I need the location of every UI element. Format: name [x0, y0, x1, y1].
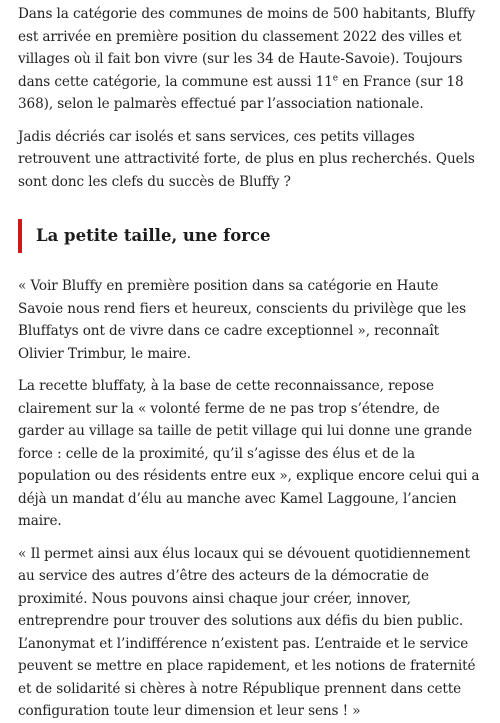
paragraph-villages: Jadis décriés car isolés et sans services, ces petits villages retrouvent une attractivité forte, de plus en plus recherchés. Quels sont donc les clefs du succès de Bluffy ? [18, 128, 475, 190]
section-heading [18, 219, 486, 253]
paragraph-recipe: La recette bluffaty, à la base de cette reconnaissance, repose clairement sur la « volonté ferme de ne pas trop s’étendre, de garder au village sa taille de petit village qui lui donne une grande force : celle de la proximité, qu’il s’agisse des élus et de la population ou des résidents entre eux », explique encore celui qui a déjà un mandat d’élu au manche avec Kamel Laggoune, l’ancien maire. [18, 378, 480, 529]
ordinal-suffix: e [332, 72, 338, 83]
paragraph-quote-democracy: « Il permet ainsi aux élus locaux qui se dévouent quotidiennement au service des autres d’être des acteurs de la démocratie de proximité. Nous pouvons ainsi chaque jour créer, innover, entreprendre pour trouver des solutions aux défis du bien public. L’anonymat et l’indifférence n’existent pas. L’entraide et le service peuvent se mettre en place rapidement, et les notions de fraternité et de solidarité si chères à notre République prennent dans cette configuration toute leur dimension et leur sens ! » [18, 545, 476, 719]
paragraph-quote-mayor: « Voir Bluffy en première position dans sa catégorie en Haute Savoie nous rend fiers et heureux, conscients du privilège que les Bluffatys ont de vivre dans ce cadre exceptionnel », reconnaît Olivier Trimbur, le maire. [18, 278, 466, 362]
heading-accent-bar [18, 219, 22, 253]
section-title: La petite taille, une force [36, 226, 271, 245]
intro-text-end: en France (sur 18 368), selon le palmarès effectué par l’association nationale. [18, 73, 464, 112]
intro-paragraph [18, 3, 486, 116]
intro-text-start: Dans la catégorie des communes de moins de 500 habitants, Bluffy est arrivée en première position du classement 2022 des villes et villages où il fait bon vivre (sur les 34 de Haute-Savoie). Toujours dans cette catégorie, la commune est aussi 11 [18, 6, 476, 90]
